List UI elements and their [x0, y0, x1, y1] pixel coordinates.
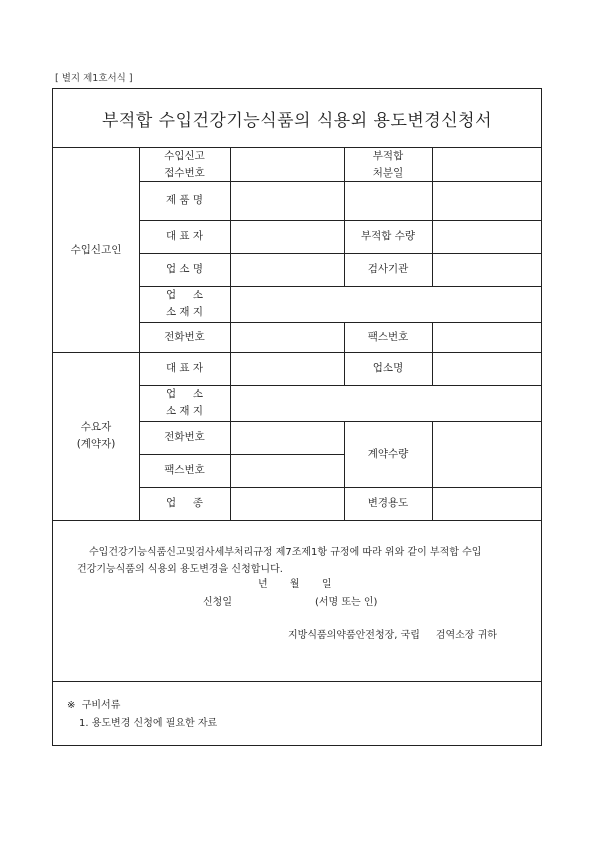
- report-no-line1: 수입신고: [164, 149, 205, 162]
- changed-use-label: 변경용도: [367, 497, 409, 510]
- applicant-label: 신청일: [203, 597, 232, 608]
- phone-label: 전화번호: [164, 330, 205, 343]
- declaration-line1: 수입건강기능식품신고및검사세부처리규정 제7조제1항 규정에 따라 위와 같이 부적합 수입: [89, 547, 482, 558]
- declaration: [77, 544, 527, 578]
- form-number: [ 별지 제1호서식 ]: [55, 73, 133, 84]
- nonconforming-qty-label: 부적합 수량: [360, 230, 416, 243]
- consumer-address-label: [139, 385, 230, 421]
- recipient: 지방식품의약품안전청장, 국립 검역소장 귀하: [288, 630, 497, 641]
- consumer-address-line2: 소 재 지: [165, 405, 204, 417]
- divider: [53, 520, 542, 521]
- date-line: 년 월 일: [258, 579, 332, 590]
- consumer-phone-label: 전화번호: [164, 431, 205, 444]
- signature-note: (서명 또는 인): [315, 597, 378, 608]
- report-no-label: [139, 148, 230, 181]
- attachment-item: 1. 용도변경 신청에 필요한 자료: [79, 718, 218, 729]
- inspection-agency-label: 검사기관: [367, 263, 409, 276]
- fax-label: 팩스번호: [367, 330, 409, 343]
- consumer-label-line1: 수요자: [80, 421, 112, 434]
- business-address-line1: 업 소: [166, 289, 203, 302]
- disposal-date-line1: 부적합: [372, 149, 404, 162]
- business-address-label: [139, 286, 230, 322]
- consumer-group-label: [53, 352, 139, 520]
- business-type-label: 업 종: [166, 497, 203, 510]
- divider: [53, 681, 542, 682]
- attachments: [67, 697, 217, 733]
- disposal-date-line2: 처분일: [372, 166, 404, 179]
- business-name-label: 업 소 명: [165, 263, 204, 276]
- report-no-line2: 접수번호: [164, 166, 205, 179]
- representative-label: 대 표 자: [165, 230, 204, 243]
- consumer-fax-label: 팩스번호: [164, 464, 205, 477]
- attachments-title: ※ 구비서류: [67, 700, 121, 711]
- divider: [432, 352, 433, 385]
- declaration-line2: 건강기능식품의 식용외 용도변경을 신청합니다.: [77, 564, 283, 575]
- consumer-representative-label: 대 표 자: [165, 362, 204, 375]
- importer-group-label: 수입신고인: [70, 243, 122, 256]
- product-name-label: 제 품 명: [165, 194, 204, 207]
- consumer-business-name-label: 업소명: [372, 362, 404, 375]
- divider: [432, 148, 433, 286]
- contract-qty-label: 계약수량: [367, 447, 409, 460]
- form-title: 부적합 수입건강기능식품의 식용외 용도변경신청서: [53, 89, 541, 148]
- consumer-address-line1: 업 소: [166, 388, 203, 401]
- business-address-line2: 소 재 지: [165, 306, 204, 318]
- divider: [230, 148, 231, 520]
- disposal-date-label: [344, 148, 432, 181]
- application-form: [52, 88, 542, 746]
- consumer-label-line2: (계약자): [76, 438, 116, 450]
- divider: [432, 322, 433, 352]
- divider: [432, 421, 433, 520]
